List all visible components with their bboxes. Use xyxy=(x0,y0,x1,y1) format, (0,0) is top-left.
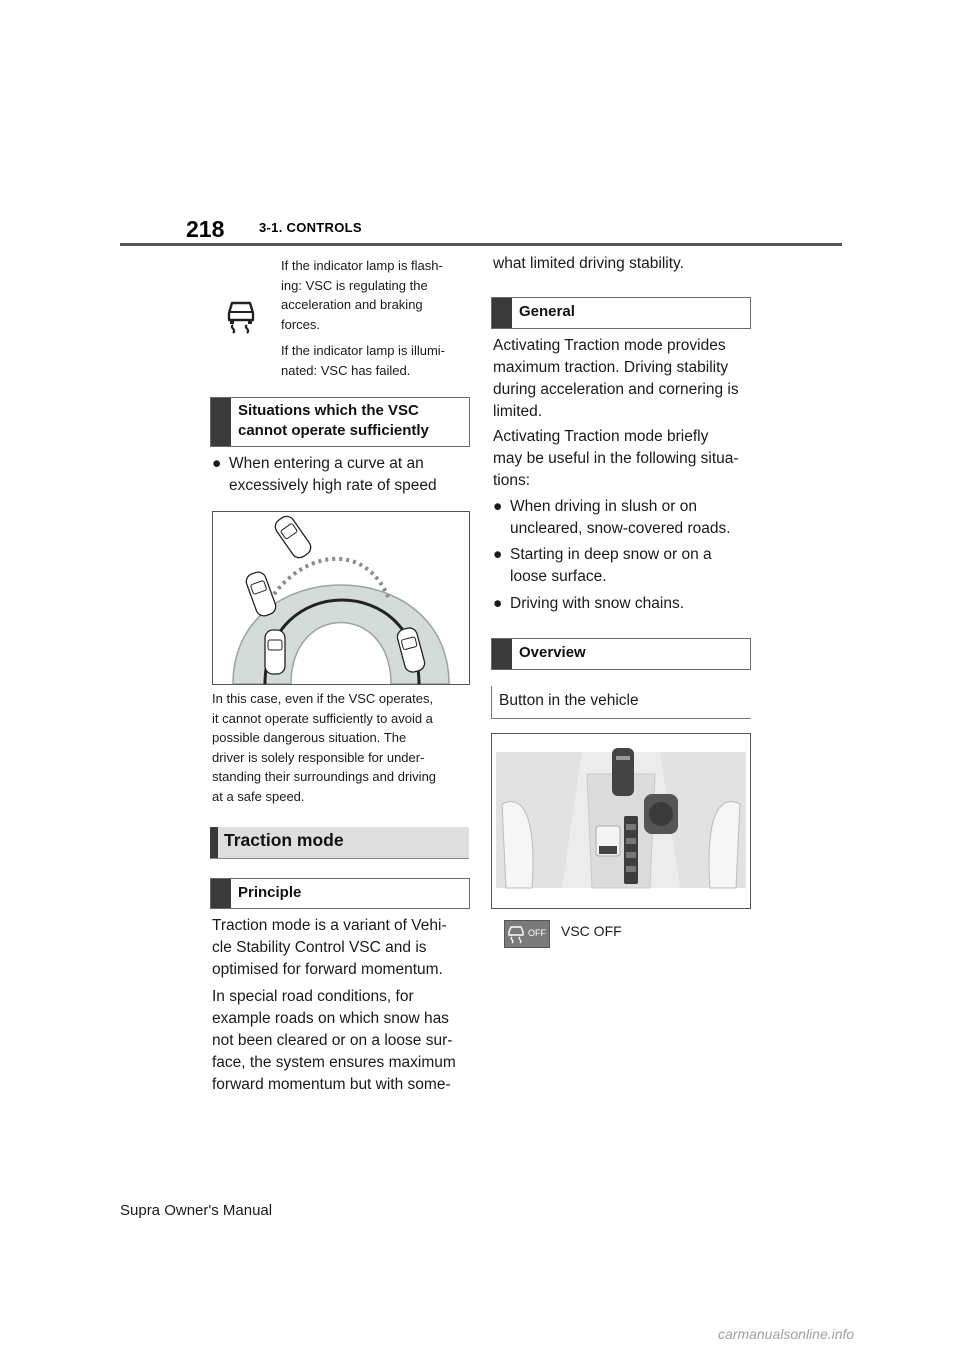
curve-illustration xyxy=(212,511,470,685)
indicator-note-illuminated: If the indicator lamp is illumi- nated: VSC has failed. xyxy=(281,343,445,378)
footer-manual-title: Supra Owner's Manual xyxy=(120,1202,273,1219)
continuation-text: what limited driving stability. xyxy=(493,255,684,272)
button-in-vehicle-row: Button in the vehicle xyxy=(491,686,751,719)
vsc-skid-icon xyxy=(227,300,255,336)
bullet-icon: ● xyxy=(493,595,503,612)
overview-heading: Overview xyxy=(491,638,751,670)
page-number: 218 xyxy=(186,216,225,242)
vsc-off-button-icon xyxy=(504,920,550,948)
bullet-snow-chains: ● Driving with snow chains. xyxy=(493,593,755,617)
indicator-note-flashing: If the indicator lamp is flash- ing: VSC is regulating the acceleration and braking forces. xyxy=(281,258,443,332)
center-console-illustration xyxy=(491,733,751,909)
traction-mode-heading: Traction mode xyxy=(210,827,469,859)
header-divider xyxy=(120,243,842,246)
vsc-off-label: VSC OFF xyxy=(561,923,622,939)
bullet-icon: ● xyxy=(493,546,503,563)
briefly-text: Activating Traction mode briefly may be useful in the following situa- tions: xyxy=(493,428,739,489)
bullet-curve-speed: ● When entering a curve at an excessively high rate of speed xyxy=(212,455,437,494)
watermark: carmanualsonline.info xyxy=(718,1326,855,1342)
bullet-icon: ● xyxy=(493,498,503,515)
bullet-slush: ● When driving in slush or on uncleared, snow-covered roads. xyxy=(493,498,731,537)
bullet-icon: ● xyxy=(212,455,222,472)
vsc-off-icon-text: OFF xyxy=(528,928,546,938)
special-conditions-text: In special road conditions, for example roads on which snow has not been cleared or on a loose sur- face, the system ensures maximum forward momentum but with some- xyxy=(212,988,456,1093)
curve-caption: In this case, even if the VSC operates, it cannot operate sufficiently to avoid a possible dangerous situation. The driver is solely responsible for under- standing their surroundings and driving at a safe speed. xyxy=(212,691,437,804)
general-heading: General xyxy=(491,297,751,329)
general-text: Activating Traction mode provides maximum traction. Driving stability during acceleration and cornering is limited. xyxy=(493,337,739,420)
bullet-deep-snow: ● Starting in deep snow or on a loose surface. xyxy=(493,546,712,585)
principle-text: Traction mode is a variant of Vehi- cle Stability Control VSC and is optimised for forward momentum. xyxy=(212,917,447,978)
situations-heading: Situations which the VSC cannot operate sufficiently xyxy=(210,397,470,447)
section-title: 3-1. CONTROLS xyxy=(259,220,362,235)
principle-heading: Principle xyxy=(210,878,470,909)
